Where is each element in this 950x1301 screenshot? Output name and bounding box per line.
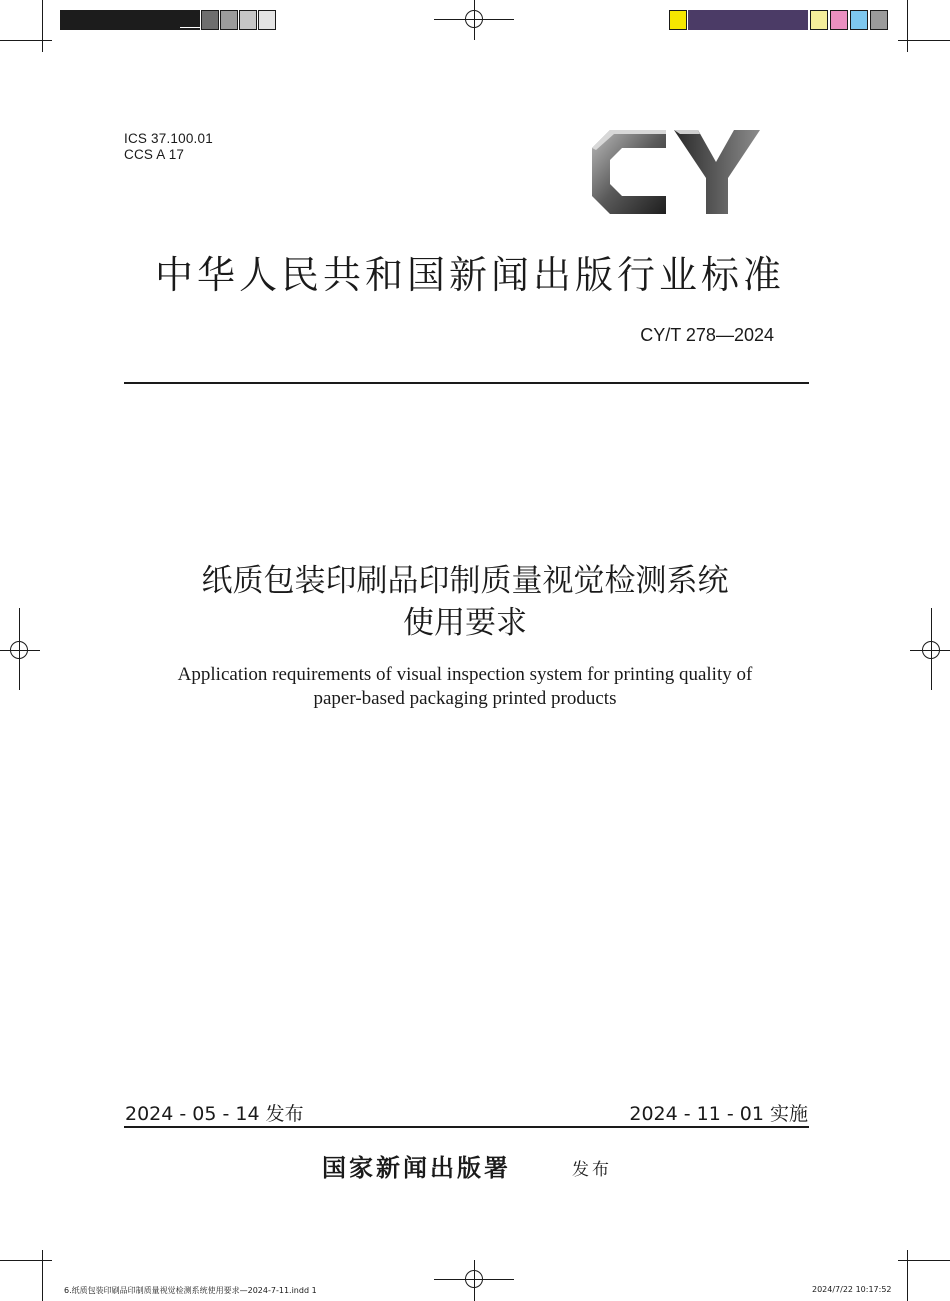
cy-logo-icon <box>588 122 764 220</box>
registration-hline <box>910 650 950 651</box>
issuer-name: 国家新闻出版署 <box>322 1154 511 1182</box>
registration-vline <box>474 1260 475 1301</box>
document-title-en-line2: paper-based packaging printed products <box>313 688 617 709</box>
document-title-en-line1: Application requirements of visual inspection system for printing quality of <box>177 664 753 685</box>
crop-mark <box>898 1260 950 1261</box>
color-bar-underline <box>180 27 200 28</box>
swatch-light-yellow <box>810 10 828 30</box>
crop-mark <box>42 1250 43 1301</box>
swatch-cyan <box>850 10 868 30</box>
release-date: 2024 - 05 - 14 发布 <box>125 1103 304 1125</box>
swatch-gray-dark <box>201 10 219 30</box>
swatch-gray-light <box>239 10 257 30</box>
standard-title: 中华人民共和国新闻出版行业标准 <box>154 253 785 297</box>
document-title-cn-line1: 纸质包装印刷品印制质量视觉检测系统 <box>201 563 729 599</box>
crop-mark <box>42 0 43 52</box>
swatch-yellow <box>669 10 687 30</box>
registration-vline <box>474 0 475 40</box>
crop-mark <box>0 40 52 41</box>
implementation-date: 2024 - 11 - 01 实施 <box>629 1103 808 1125</box>
crop-mark <box>907 0 908 52</box>
swatch-pink <box>830 10 848 30</box>
swatch-gray-mid <box>220 10 238 30</box>
standard-code: CY/T 278—2024 <box>640 325 774 345</box>
document-title-cn-line2: 使用要求 <box>403 605 527 641</box>
crop-mark <box>0 1260 52 1261</box>
swatch-gray-lighter <box>258 10 276 30</box>
color-bar-black <box>60 10 200 30</box>
registration-hline <box>0 650 40 651</box>
ics-code: ICS 37.100.01 <box>124 131 213 146</box>
crop-mark <box>907 1250 908 1301</box>
header-divider <box>124 382 809 384</box>
footer-file-slug: 6.纸质包装印刷品印制质量视觉检测系统使用要求—2024-7-11.indd 1 <box>64 1286 317 1295</box>
registration-vline <box>931 608 932 690</box>
ccs-code: CCS A 17 <box>124 147 185 162</box>
color-bar-purple <box>688 10 808 30</box>
cy-logo <box>588 122 764 220</box>
date-divider <box>124 1126 809 1128</box>
crop-mark <box>898 40 950 41</box>
footer-timestamp: 2024/7/22 10:17:52 <box>812 1285 892 1294</box>
swatch-gray <box>870 10 888 30</box>
registration-vline <box>19 608 20 690</box>
issuer-action: 发布 <box>572 1160 612 1180</box>
